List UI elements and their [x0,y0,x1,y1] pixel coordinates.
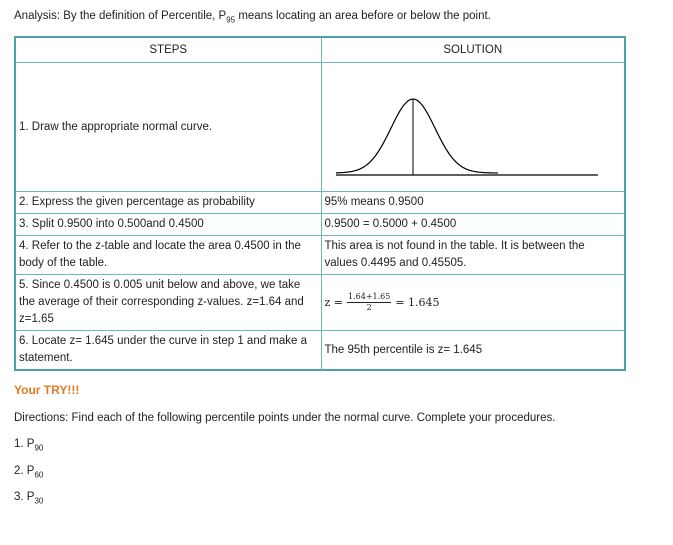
solution-cell: 95% means 0.9500 [321,192,625,214]
step-cell: 4. Refer to the z-table and locate the area 0.4500 in the body of the table. [15,236,321,275]
normal-curve-figure [322,63,626,191]
table-row [15,63,625,192]
solution-cell: 0.9500 = 0.5000 + 0.4500 [321,214,625,236]
exercise-subscript: 60 [34,470,44,480]
table-row [15,192,625,214]
header-solution: SOLUTION [321,37,625,63]
exercise-subscript: 30 [34,496,44,506]
header-steps: STEPS [15,37,321,63]
analysis-suffix: means locating an area before or below the point. [235,10,491,22]
analysis-statement [14,10,491,24]
exercise-item [14,465,43,479]
exercise-prefix: 1. P [14,438,35,450]
z-average-formula [325,292,440,313]
formula-lhs: z = [324,296,344,309]
formula-denominator: 2 [366,303,372,312]
analysis-prefix: Analysis: By the definition of Percentile, P [14,10,227,22]
your-try-heading: Your TRY!!! [14,383,80,397]
formula-rhs: = 1.645 [395,296,440,309]
table-row [15,214,625,236]
exercise-subscript: 90 [34,443,44,453]
step-cell: 1. Draw the appropriate normal curve. [15,63,321,192]
table-row [15,331,625,371]
step-cell: 3. Split 0.9500 into 0.500and 0.4500 [15,214,321,236]
step-cell: 5. Since 0.4500 is 0.005 unit below and above, we take the average of their corresponding z-values. z=1.64 and z=1.65 [15,275,321,331]
formula-cell [321,275,625,331]
formula-fraction [347,292,391,313]
exercise-item [14,438,43,452]
step-cell: 2. Express the given percentage as probability [15,192,321,214]
solution-cell: The 95th percentile is z= 1.645 [321,331,625,371]
normal-curve-path [336,99,498,173]
steps-solution-table [14,36,626,371]
directions-text: Directions: Find each of the following percentile points under the normal curve. Complete your procedures. [14,412,556,424]
exercise-item [14,491,43,505]
exercise-prefix: 3. P [14,491,35,503]
solution-cell: This area is not found in the table. It is between the values 0.4495 and 0.45505. [321,236,625,275]
table-header-row [15,37,625,63]
table-row [15,275,625,331]
normal-curve-cell [321,63,625,192]
exercise-prefix: 2. P [14,465,35,477]
step-cell: 6. Locate z= 1.645 under the curve in step 1 and make a statement. [15,331,321,371]
formula-numerator: 1.64+1.65 [348,292,391,301]
analysis-subscript: 95 [226,15,236,25]
table-row [15,236,625,275]
